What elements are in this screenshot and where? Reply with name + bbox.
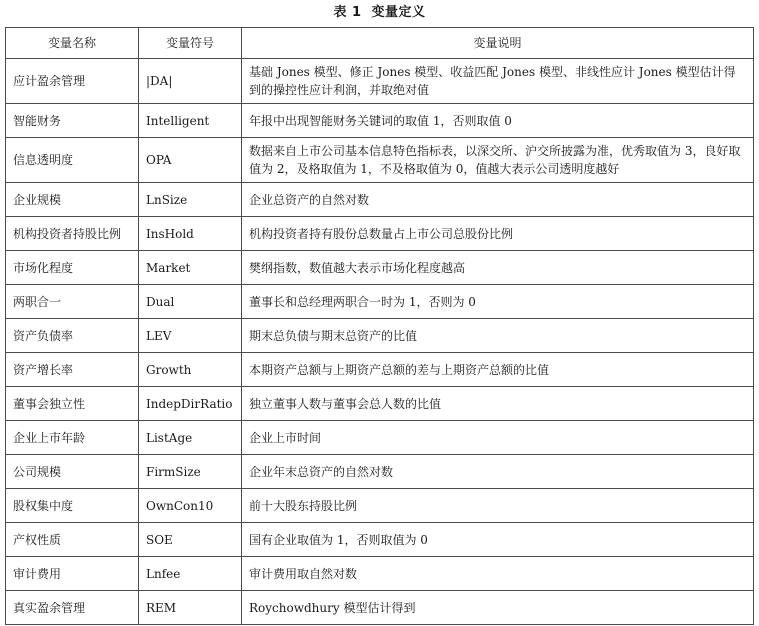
- variable-name: 资产增长率: [6, 353, 139, 387]
- table-caption: [0, 3, 759, 23]
- variable-symbol: LEV: [139, 319, 242, 353]
- variable-symbol: FirmSize: [139, 455, 242, 489]
- variable-name: 资产负债率: [6, 319, 139, 353]
- table-row: [6, 455, 754, 489]
- header-variable-symbol: 变量符号: [139, 28, 242, 59]
- variable-symbol: LnSize: [139, 183, 242, 217]
- variable-name: 股权集中度: [6, 489, 139, 523]
- variable-name: 公司规模: [6, 455, 139, 489]
- variable-name: 应计盈余管理: [6, 59, 139, 104]
- table-row: [6, 557, 754, 591]
- variable-description: 国有企业取值为 1，否则取值为 0: [242, 523, 754, 557]
- variable-name: 机构投资者持股比例: [6, 217, 139, 251]
- table-row: [6, 591, 754, 625]
- variable-description: 期末总负债与期末总资产的比值: [242, 319, 754, 353]
- table-number: 表 1: [333, 5, 362, 20]
- variable-symbol: |DA|: [139, 59, 242, 104]
- variable-description: 董事长和总经理两职合一时为 1，否则为 0: [242, 285, 754, 319]
- variable-description: 机构投资者持有股份总数量占上市公司总股份比例: [242, 217, 754, 251]
- variable-definition-table: [5, 27, 754, 625]
- variable-symbol: REM: [139, 591, 242, 625]
- variable-name: 两职合一: [6, 285, 139, 319]
- variable-symbol: Dual: [139, 285, 242, 319]
- table-row: [6, 489, 754, 523]
- table-row: [6, 285, 754, 319]
- variable-symbol: Lnfee: [139, 557, 242, 591]
- table-row: [6, 104, 754, 138]
- header-variable-description: 变量说明: [242, 28, 754, 59]
- header-row: [6, 28, 754, 59]
- variable-symbol: ListAge: [139, 421, 242, 455]
- table-row: [6, 523, 754, 557]
- variable-description: 本期资产总额与上期资产总额的差与上期资产总额的比值: [242, 353, 754, 387]
- variable-name: 信息透明度: [6, 138, 139, 183]
- table-row: [6, 421, 754, 455]
- table-row: [6, 59, 754, 104]
- header-variable-name: 变量名称: [6, 28, 139, 59]
- variable-symbol: SOE: [139, 523, 242, 557]
- table-row: [6, 319, 754, 353]
- variable-description: 基础 Jones 模型、修正 Jones 模型、收益匹配 Jones 模型、非线性应计 Jones 模型估计得到的操控性应计利润，并取绝对值: [242, 59, 754, 104]
- table-title: 变量定义: [371, 5, 426, 20]
- variable-description: 年报中出现智能财务关键词的取值 1，否则取值 0: [242, 104, 754, 138]
- variable-name: 市场化程度: [6, 251, 139, 285]
- variable-description: 审计费用取自然对数: [242, 557, 754, 591]
- table-row: [6, 251, 754, 285]
- variable-name: 审计费用: [6, 557, 139, 591]
- variable-symbol: Intelligent: [139, 104, 242, 138]
- variable-symbol: Market: [139, 251, 242, 285]
- variable-name: 董事会独立性: [6, 387, 139, 421]
- variable-symbol: InsHold: [139, 217, 242, 251]
- table-row: [6, 353, 754, 387]
- variable-description: 企业上市时间: [242, 421, 754, 455]
- variable-description: 企业年末总资产的自然对数: [242, 455, 754, 489]
- variable-description: 独立董事人数与董事会总人数的比值: [242, 387, 754, 421]
- variable-symbol: Growth: [139, 353, 242, 387]
- variable-name: 企业上市年龄: [6, 421, 139, 455]
- table-row: [6, 387, 754, 421]
- variable-name: 真实盈余管理: [6, 591, 139, 625]
- variable-symbol: OwnCon10: [139, 489, 242, 523]
- variable-name: 企业规模: [6, 183, 139, 217]
- variable-symbol: OPA: [139, 138, 242, 183]
- variable-description: Roychowdhury 模型估计得到: [242, 591, 754, 625]
- variable-description: 数据来自上市公司基本信息特色指标表，以深交所、沪交所披露为准，优秀取值为 3，良好取值为 2，及格取值为 1，不及格取值为 0，值越大表示公司透明度越好: [242, 138, 754, 183]
- variable-name: 智能财务: [6, 104, 139, 138]
- variable-description: 樊纲指数，数值越大表示市场化程度越高: [242, 251, 754, 285]
- variable-description: 前十大股东持股比例: [242, 489, 754, 523]
- table-row: [6, 217, 754, 251]
- variable-description: 企业总资产的自然对数: [242, 183, 754, 217]
- table-row: [6, 138, 754, 183]
- variable-name: 产权性质: [6, 523, 139, 557]
- table-row: [6, 183, 754, 217]
- variable-symbol: IndepDirRatio: [139, 387, 242, 421]
